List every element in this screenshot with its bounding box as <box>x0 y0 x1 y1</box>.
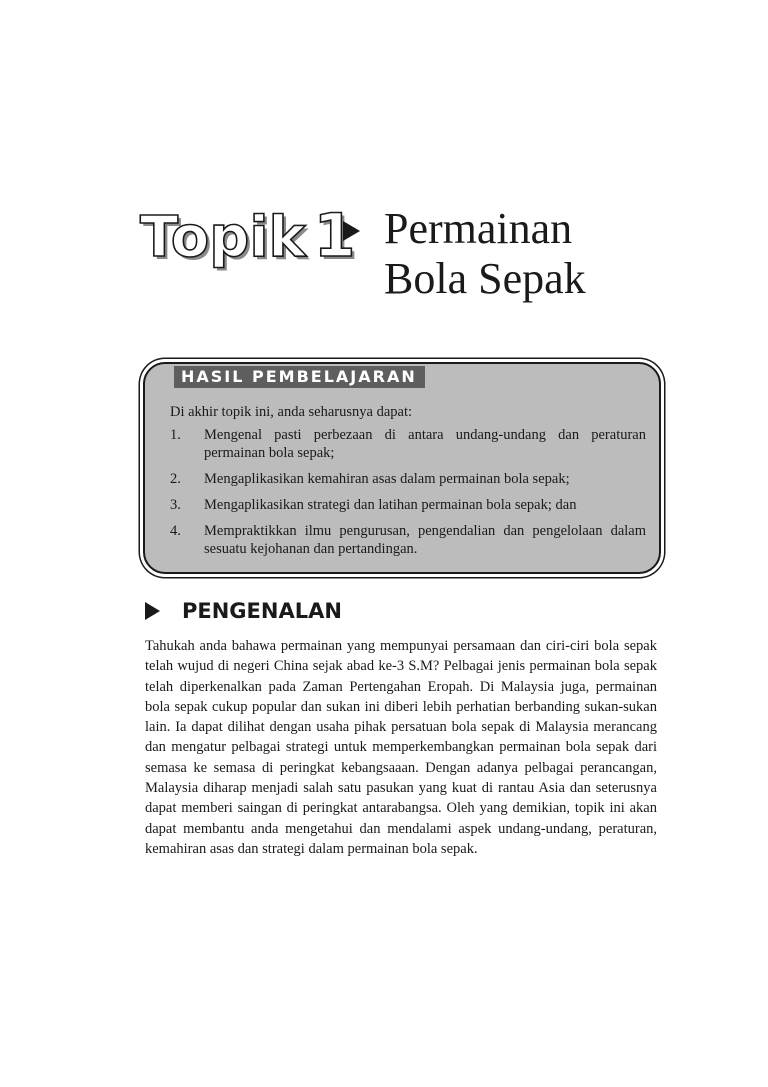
learning-outcomes-intro: Di akhir topik ini, anda seharusnya dapat: <box>170 404 413 420</box>
learning-outcomes-heading: HASIL PEMBELAJARAN <box>174 366 425 388</box>
outcome-text: Mempraktikkan ilmu pengurusan, pengendalian dan pengelolaan dalam sesuatu kejohanan dan pertandingan. <box>204 523 646 557</box>
outcome-text: Mengaplikasikan strategi dan latihan permainan bola sepak; dan <box>204 497 577 513</box>
topic-title-line-2: Bola Sepak <box>384 254 586 303</box>
outcome-item <box>170 470 646 488</box>
topic-label <box>140 196 356 278</box>
section-body-paragraph: Tahukah anda bahawa permainan yang mempunyai persamaan dan ciri-ciri bola sepak telah wujud di negeri China sejak abad ke-3 S.M? Pelbagai jenis permainan bola sepak telah diperkenalkan pada Zaman Pertengahan Eropah. Di Malaysia juga, permainan bola sepak cukup popular dan sukan ini diberi lebih perhatian berbanding sukan-sukan lain. Ia dapat dilihat dengan usaha pihak persatuan bola sepak di Malaysia merancang dan mengatur pelbagai strategi untuk memperkembangkan permainan bola sepak dari semasa ke semasa di peringkat kebangsaaan. Dengan adanya pelbagai perancangan, Malaysia diharap menjadi salah satu pasukan yang kuat di rantau Asia dan seterusnya dapat memberi saingan di peringkat antarabangsa. Oleh yang demikian, topik ini akan dapat membantu anda mengetahui dan mendalami aspek undang-undang, peraturan, kemahiran asas dan strategi dalam permainan bola sepak. <box>145 638 657 857</box>
outcome-item <box>170 522 646 558</box>
learning-outcomes-list <box>170 426 646 566</box>
section-triangle-right-icon <box>145 602 160 620</box>
section-heading: PENGENALAN <box>182 599 342 623</box>
outcome-number: 4. <box>170 523 181 539</box>
outcome-number: 1. <box>170 427 181 443</box>
topic-title <box>384 204 586 304</box>
title-triangle-right-icon <box>343 221 360 241</box>
topic-number: 1 <box>313 201 356 271</box>
outcome-item <box>170 426 646 462</box>
topic-title-line-1: Permainan <box>384 204 573 253</box>
outcome-item <box>170 496 646 514</box>
outcome-text: Mengaplikasikan kemahiran asas dalam permainan bola sepak; <box>204 471 570 487</box>
outcome-number: 3. <box>170 497 181 513</box>
topic-label-word: Topik <box>140 205 306 270</box>
outcome-number: 2. <box>170 471 181 487</box>
outcome-text: Mengenal pasti perbezaan di antara undang-undang dan peraturan permainan bola sepak; <box>204 427 646 461</box>
